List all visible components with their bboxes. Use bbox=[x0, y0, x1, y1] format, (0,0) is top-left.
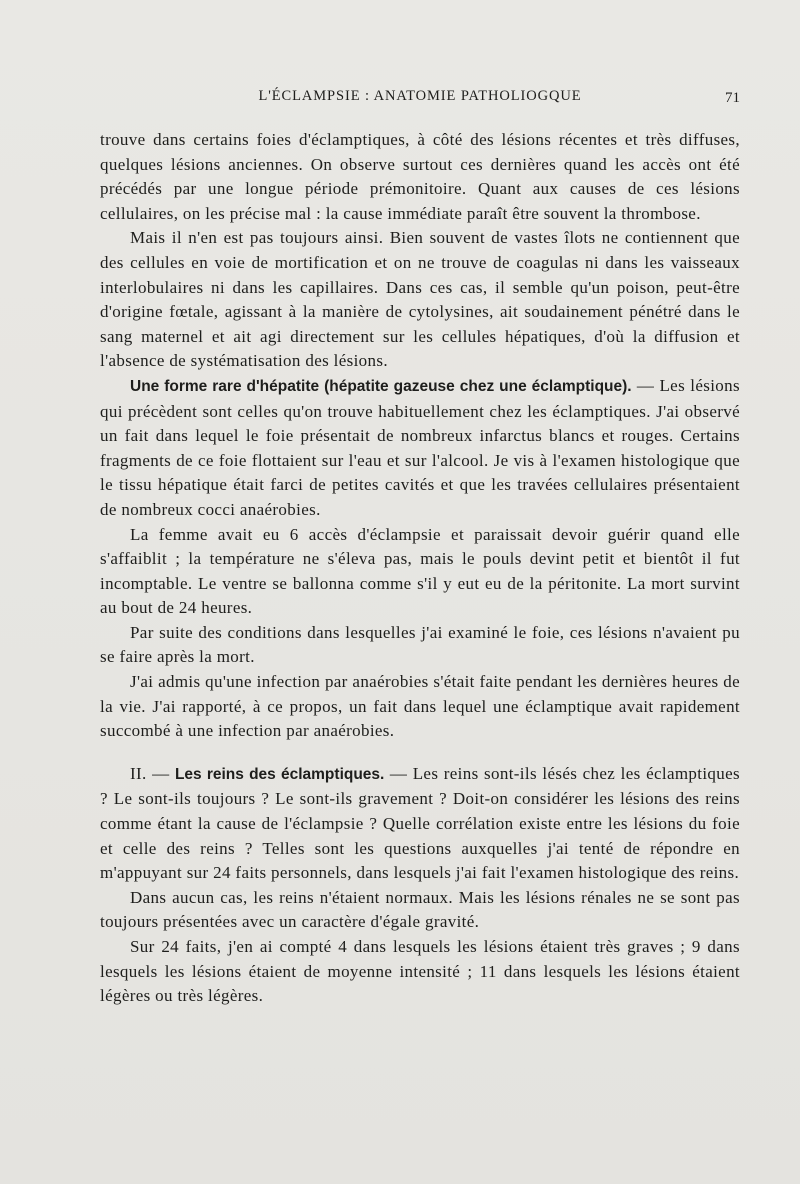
title-dash: — bbox=[384, 763, 413, 783]
title-dash: — bbox=[631, 375, 660, 395]
paragraph-conditions: Par suite des conditions dans lesquelles j'ai examiné le foie, ces lésions n'avaient pu se faire après la mort. bbox=[100, 622, 740, 667]
section-title-hepatite: Une forme rare d'hépatite (hépatite gazeuse chez une éclamptique). bbox=[130, 377, 632, 395]
paragraph-thrombose: Mais il n'en est pas toujours ainsi. Bien souvent de vastes îlots ne contiennent que des cellules en voie de mortification et on ne trouve de coagulas ni dans les vaisseaux interlobulaires ni dans les capillaires. Dans ces cas, il semble qu'un poison, peut-être d'origine fœtale, agissant à la manière de cytolysines, ait soudainement pénétré dans le sang maternel et ait agi directement sur les cellules hépatiques, d'où la diffusion et l'absence de systématisation des lésions. bbox=[100, 228, 740, 371]
page-header bbox=[100, 88, 740, 108]
paragraph-continuation: trouve dans certains foies d'éclamptiques, à côté des lésions récentes et très diffuses, quelques lésions anciennes. On observe surtout ces dernières quand les accès ont été précédés par une longue période prémonitoire. Quant aux causes de ces lésions cellulaires, on les précise mal : la cause immédiate paraît être souvent la thrombose. bbox=[100, 130, 740, 223]
paragraph-normaux: Dans aucun cas, les reins n'étaient normaux. Mais les lésions rénales ne se sont pas toujours présentées avec un caractère d'égale gravité. bbox=[100, 887, 740, 932]
paragraph-observation: La femme avait eu 6 accès d'éclampsie et paraissait devoir guérir quand elle s'affaiblit ; la température ne s'éleva pas, mais le pouls devint petit et bientôt il fut incomptable. Le ventre se ballonna comme s'il y eut eu de la péritonite. La mort survint au bout de 24 heures. bbox=[100, 524, 740, 618]
section-number: II. — bbox=[130, 763, 170, 783]
paragraph-statistiques: Sur 24 faits, j'en ai compté 4 dans lesquels les lésions étaient très graves ; 9 dans lesquels les lésions étaient de moyenne intensité ; 11 dans lesquels les lésions étaient légères ou très légères. bbox=[100, 937, 740, 1006]
reins-text: Les reins sont-ils lésés chez les éclamptiques ? Le sont-ils toujours ? Le sont-ils gravement ? Doit-on considérer les lésions des reins comme étant la cause de l'éclampsie ? Quelle corrélation existe entre les lésions du foie et celle des reins ? Telles sont les questions auxquelles j'ai tenté de répondre en m'appuyant sur 24 faits personnels, dans lesquels j'ai fait l'examen histologique des reins. bbox=[100, 763, 740, 883]
paragraph-reins bbox=[100, 762, 740, 886]
page-number: 71 bbox=[725, 90, 740, 106]
paragraph-infection: J'ai admis qu'une infection par anaérobies s'était faite pendant les dernières heures de la vie. J'ai rapporté, à ce propos, un fait dans lequel une éclamptique avait rapidement succombé à une infection par anaérobies. bbox=[100, 672, 740, 741]
body-text bbox=[100, 128, 740, 1009]
section-title-reins: Les reins des éclamptiques. bbox=[174, 765, 385, 783]
hepatite-text: Les lésions qui précèdent sont celles qu'on trouve habituellement chez les éclamptiques. J'ai observé un fait dans lequel le foie présentait de nombreux infarctus blancs et rouges. Certains fragments de ce foie flottaient sur l'eau et sur l'alcool. Je vis à l'examen histologique que le tissu hépatique était farci de petites cavités et que les travées cellulaires présentaient de nombreux cocci anaérobies. bbox=[100, 375, 740, 519]
running-title: L'ÉCLAMPSIE : ANATOMIE PATHOLIOGQUE bbox=[258, 88, 582, 104]
paragraph-hepatite-gazeuse bbox=[100, 374, 740, 523]
